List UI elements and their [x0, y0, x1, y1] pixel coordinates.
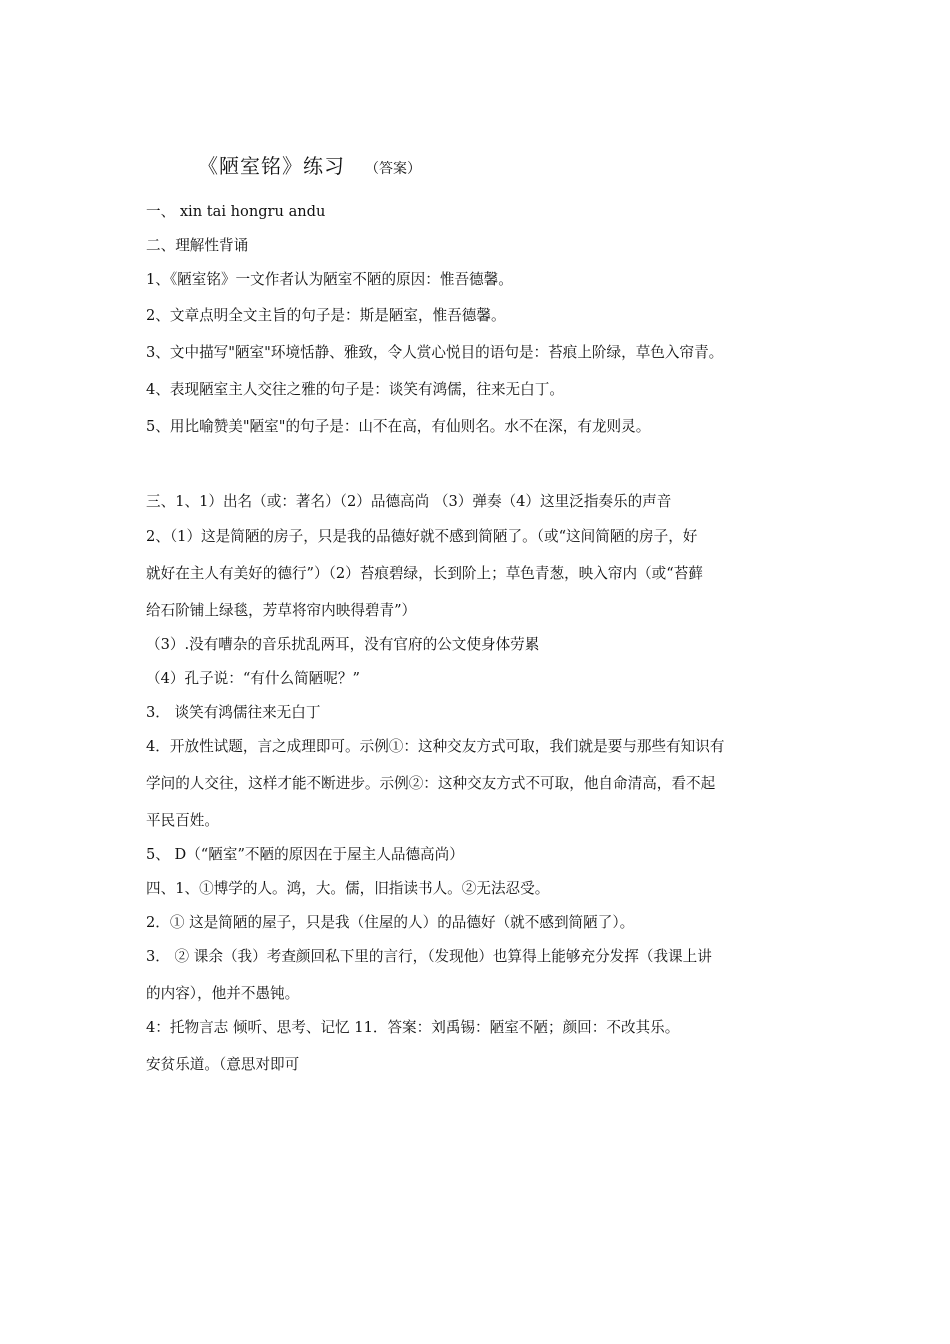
answer-line: 学问的人交往，这样才能不断进步。示例②：这种交友方式不可取，他自命清高，看不起	[146, 775, 716, 792]
answer-line-pinyin: 一、 xin tai hongru andu	[146, 203, 326, 220]
answer-line: 4．开放性试题，言之成理即可。示例①：这种交友方式可取，我们就是要与那些有知识有	[146, 738, 725, 755]
answer-line: 就好在主人有美好的德行”）（2）苔痕碧绿，长到阶上；草色青葱，映入帘内（或“苔藓	[146, 565, 703, 582]
answer-line: 2．① 这是简陋的屋子，只是我（住屋的人）的品德好（就不感到简陋了）。	[146, 914, 635, 931]
section-heading-4: 四、1、①博学的人。鸿，大。儒，旧指读书人。②无法忍受。	[146, 880, 550, 897]
answer-line: 2、文章点明全文主旨的句子是：斯是陋室，惟吾德馨。	[146, 307, 506, 324]
answer-line: 3． ② 课余（我）考查颜回私下里的言行，（发现他）也算得上能够充分发挥（我课上讲	[146, 948, 712, 965]
answer-line: 2、（1）这是简陋的房子，只是我的品德好就不感到简陋了。（或“这间简陋的房子，好	[146, 528, 698, 545]
document-title	[198, 150, 421, 179]
title-answer-label: （答案）	[365, 161, 421, 177]
title-main: 《陋室铭》练习	[198, 154, 345, 178]
answer-line: 给石阶铺上绿毯，芳草将帘内映得碧青”）	[146, 602, 417, 619]
answer-line: （4）孔子说：“有什么简陋呢？”	[146, 670, 360, 687]
answer-line: 3． 谈笑有鸿儒往来无白丁	[146, 704, 321, 721]
answer-line: 1、《陋室铭》一文作者认为陋室不陋的原因：惟吾德馨。	[146, 271, 513, 288]
section-heading-2: 二、理解性背诵	[146, 237, 249, 254]
answer-line: 平民百姓。	[146, 812, 219, 829]
answer-line: 5、 D（“陋室”不陋的原因在于屋主人品德高尚）	[146, 846, 464, 863]
answer-line: 的内容），他并不愚钝。	[146, 985, 300, 1002]
answer-line: （3）.没有嘈杂的音乐扰乱两耳，没有官府的公文使身体劳累	[146, 636, 540, 653]
answer-line: 4：托物言志 倾听、思考、记忆 11．答案：刘禹锡：陋室不陋；颜回：不改其乐。	[146, 1019, 680, 1036]
section-heading-3: 三、1、1）出名（或：著名）（2）品德高尚 （3）弹奏（4）这里泛指奏乐的声音	[146, 493, 672, 510]
answer-line: 安贫乐道。（意思对即可	[146, 1056, 300, 1073]
answer-line: 5、用比喻赞美"陋室"的句子是：山不在高，有仙则名。水不在深，有龙则灵。	[146, 418, 651, 435]
answer-line: 4、表现陋室主人交往之雅的句子是：谈笑有鸿儒，往来无白丁。	[146, 381, 564, 398]
answer-line: 3、文中描写"陋室"环境恬静、雅致，令人赏心悦目的语句是：苔痕上阶绿，草色入帘青。	[146, 344, 724, 361]
